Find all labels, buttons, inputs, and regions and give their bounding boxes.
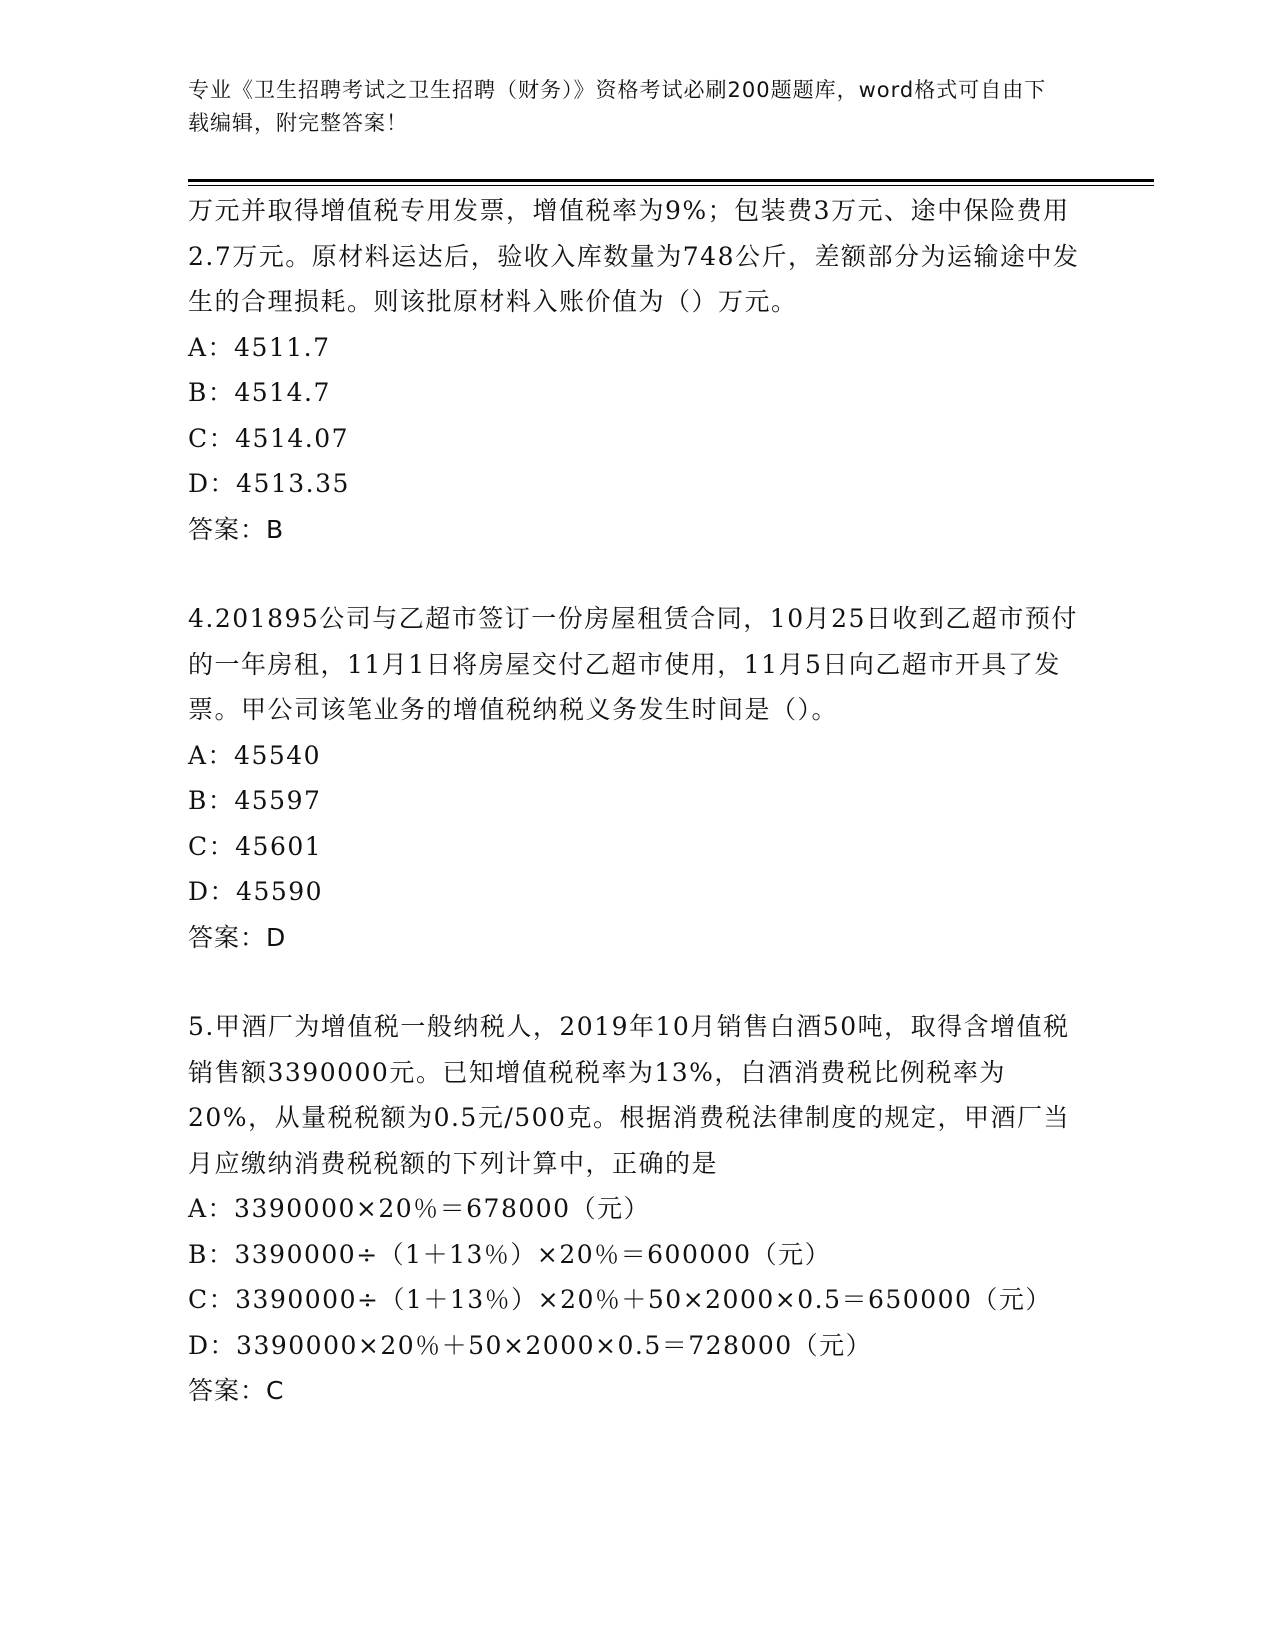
question-stem: 万元并取得增值税专用发票，增值税率为9%；包装费3万元、途中保险费用2.7万元。原材料运达后，验收入库数量为748公斤，差额部分为运输途中发生的合理损耗。则该批原材料入账价值为（）万元。: [188, 196, 1080, 316]
option-d: D：3390000×20％＋50×2000×0.5＝728000（元）: [188, 1330, 873, 1360]
option-a: A：3390000×20％＝678000（元）: [188, 1194, 651, 1223]
question-block: [188, 188, 1088, 552]
spacer: [188, 960, 1088, 1004]
option-a: A：4511.7: [188, 332, 331, 362]
document-header: 专业《卫生招聘考试之卫生招聘（财务）》资格考试必刷200题题库，word格式可自由下载编辑，附完整答案！: [188, 78, 1047, 135]
option-d: D：4513.35: [188, 469, 350, 498]
option-b: B：3390000÷（1＋13％）×20％＝600000（元）: [188, 1239, 832, 1269]
option-a: A：45540: [188, 740, 322, 770]
answer-line: 答案：C: [188, 1376, 285, 1405]
question-block: [188, 596, 1088, 960]
spacer: [188, 552, 1088, 596]
header-rule-thick: [188, 179, 1154, 182]
question-stem: 5.甲酒厂为增值税一般纳税人，2019年10月销售白酒50吨，取得含增值税销售额3390000元。已知增值税税率为13%，白酒消费税比例税率为20%，从量税税额为0.5元/500克。根据消费税法律制度的规定，甲酒厂当月应缴纳消费税税额的下列计算中，正确的是: [188, 1012, 1070, 1178]
option-b: B：45597: [188, 786, 322, 815]
answer-line: 答案：D: [188, 922, 287, 952]
answer-line: 答案：B: [188, 514, 285, 544]
option-c: C：45601: [188, 831, 323, 861]
option-c: C：4514.07: [188, 423, 350, 453]
question-list: [188, 188, 1088, 1414]
option-b: B：4514.7: [188, 378, 331, 407]
option-d: D：45590: [188, 877, 324, 906]
question-block: [188, 1004, 1088, 1414]
header-rule-thin: [188, 185, 1154, 186]
question-stem: 4.201895公司与乙超市签订一份房屋租赁合同，10月25日收到乙超市预付的一年房租，11月1日将房屋交付乙超市使用，11月5日向乙超市开具了发票。甲公司该笔业务的增值税纳税义务发生时间是（）。: [188, 604, 1078, 724]
option-c: C：3390000÷（1＋13％）×20％＋50×2000×0.5＝650000（元）: [188, 1285, 1052, 1314]
